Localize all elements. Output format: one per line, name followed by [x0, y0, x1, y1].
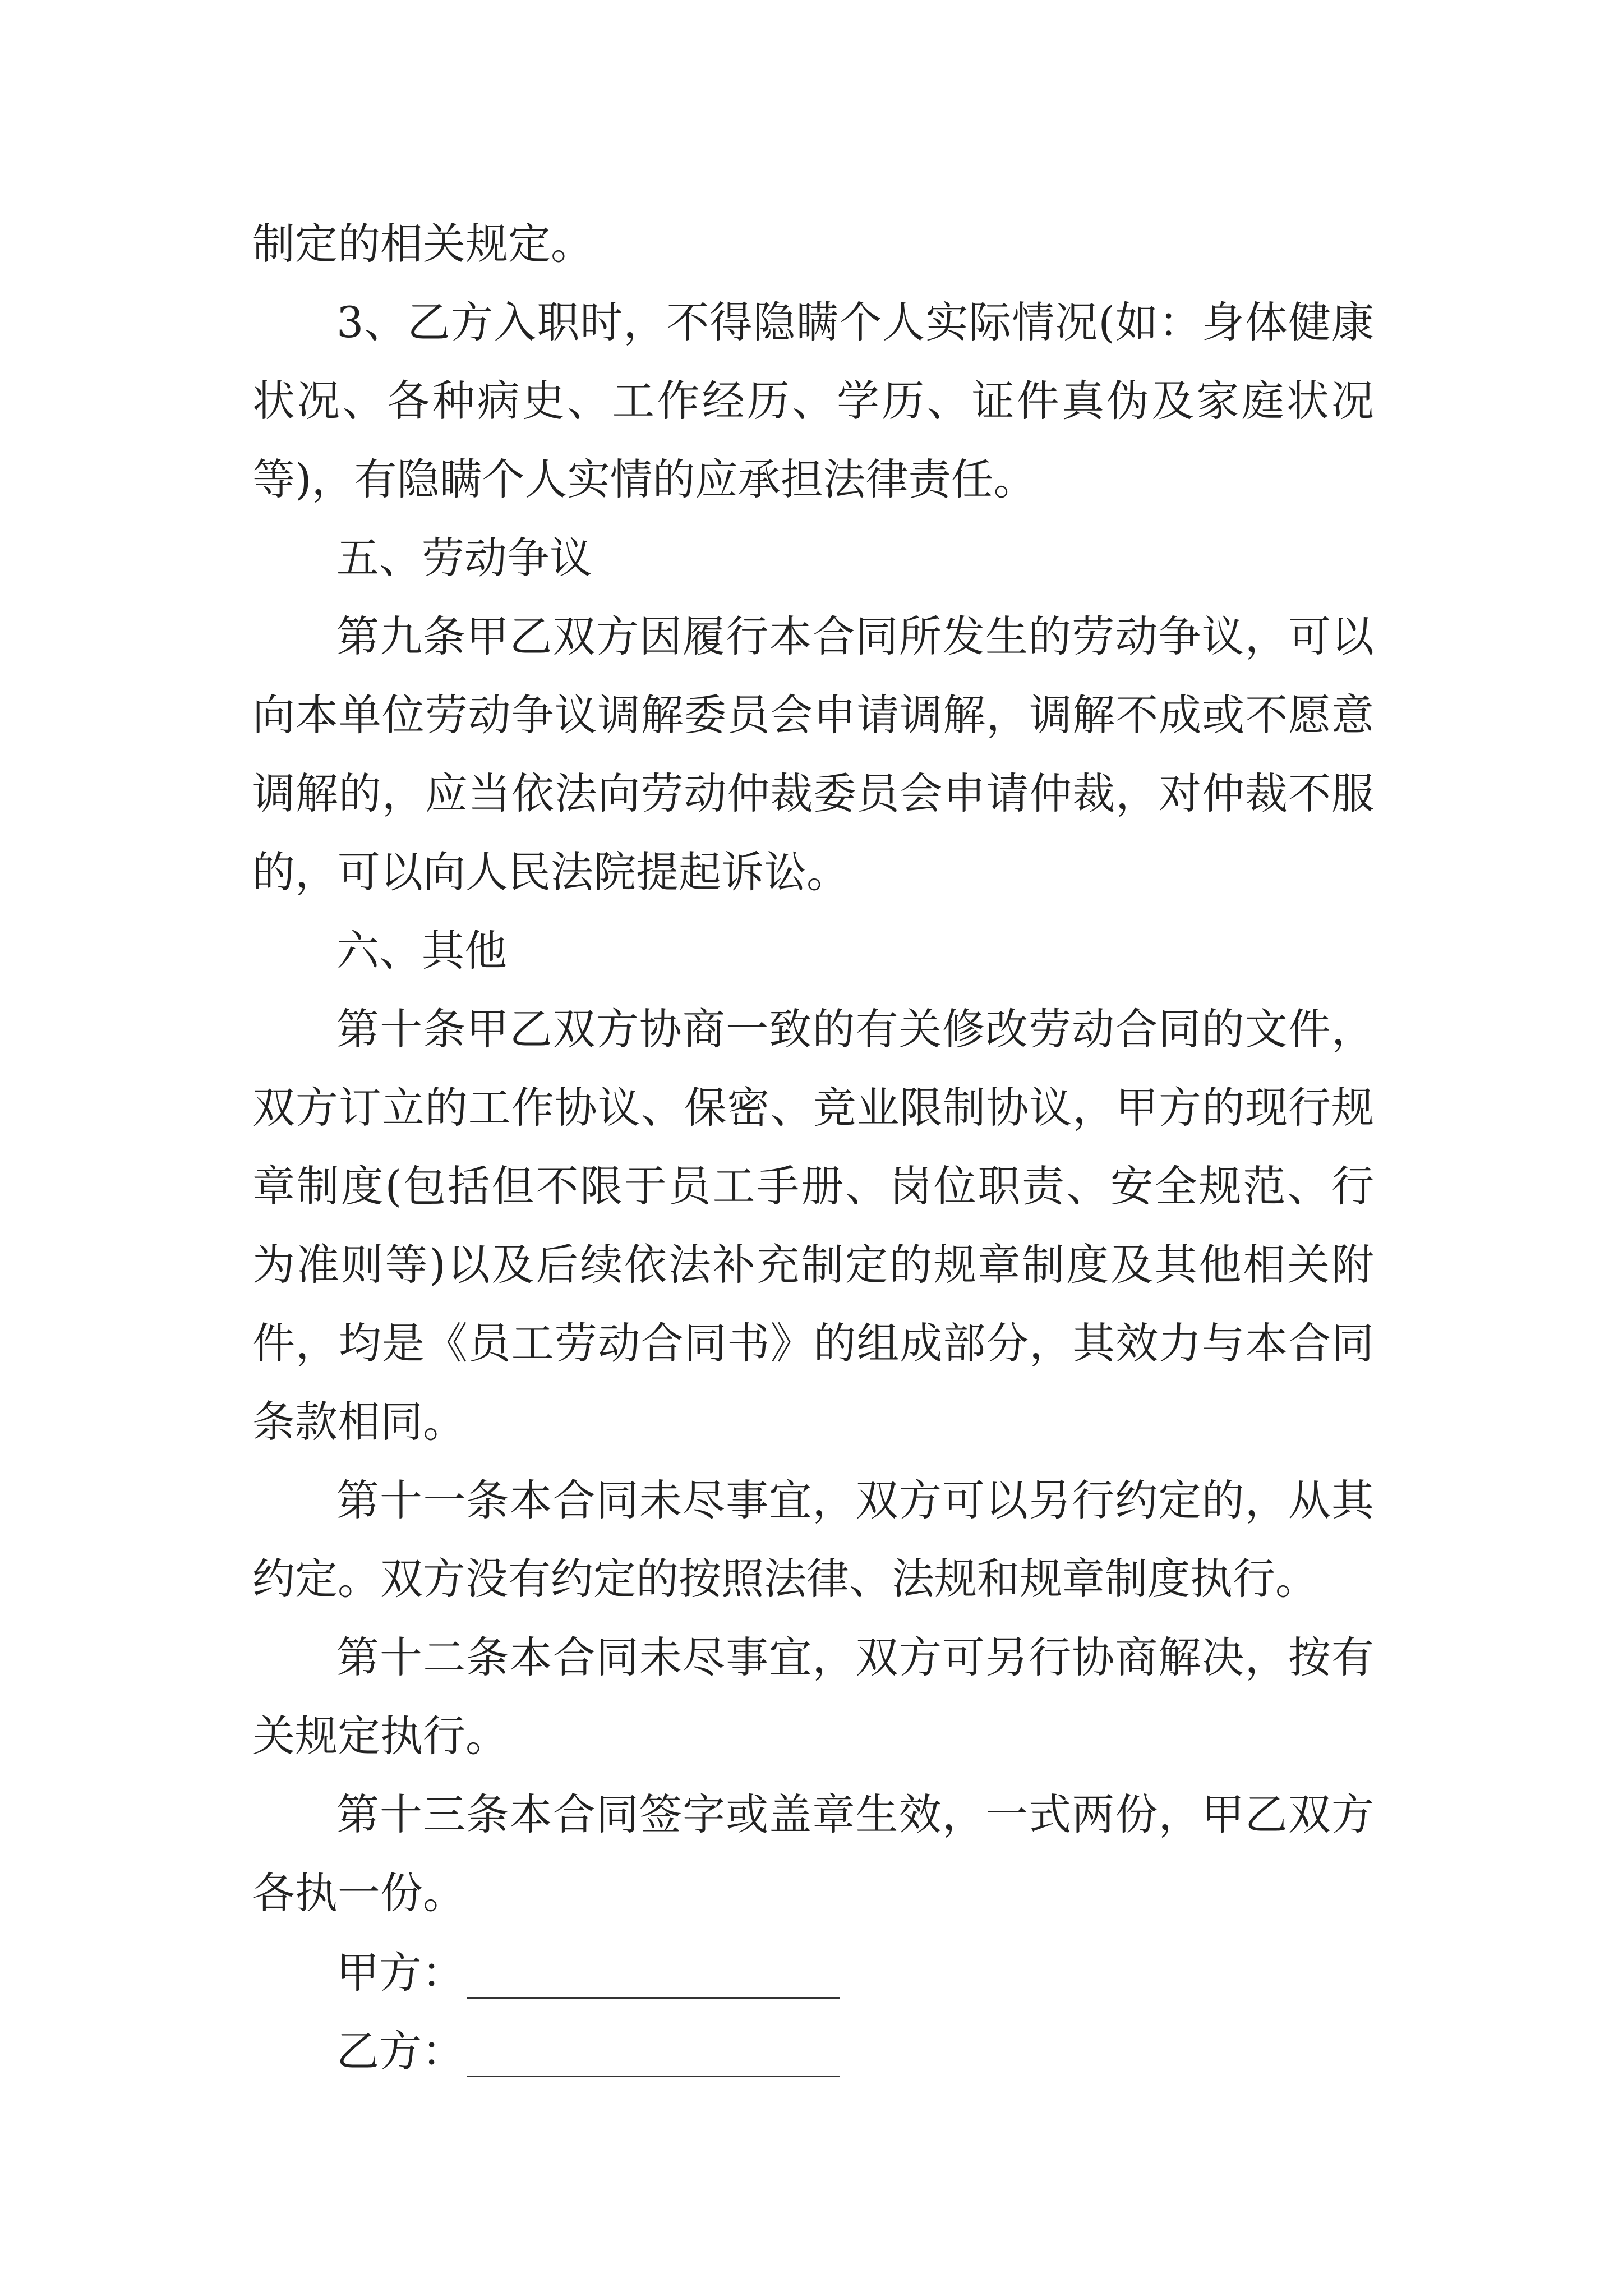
- text-line: 双方订立的工作协议、保密、竞业限制协议，甲方的现行规: [252, 1083, 1374, 1133]
- text-line: 调解的，应当依法向劳动仲裁委员会申请仲裁，对仲裁不服: [252, 769, 1374, 818]
- text-line: 状况、各种病史、工作经历、学历、证件真伪及家庭状况: [252, 376, 1374, 426]
- text-line: 章制度(包括但不限于员工手册、岗位职责、安全规范、行: [252, 1161, 1374, 1211]
- text-line: 第十三条本合同签字或盖章生效，一式两份，甲乙双方: [336, 1789, 1374, 1839]
- party-a-signature-line: [467, 1997, 840, 1999]
- text-line: 第十条甲乙双方协商一致的有关修改劳动合同的文件，: [336, 1004, 1374, 1054]
- text-line: 3、乙方入职时，不得隐瞒个人实际情况(如：身体健康: [336, 297, 1374, 347]
- text-line: 为准则等)以及后续依法补充制定的规章制度及其他相关附: [252, 1240, 1374, 1290]
- text-line: 条款相同。: [252, 1397, 465, 1447]
- text-line: 等)，有隐瞒个人实情的应承担法律责任。: [252, 454, 1036, 504]
- section-heading: 五、劳动争议: [336, 533, 592, 583]
- text-line: 第九条甲乙双方因履行本合同所发生的劳动争议，可以: [336, 611, 1374, 661]
- text-line: 第十二条本合同未尽事宜，双方可另行协商解决，按有: [336, 1632, 1374, 1682]
- text-line: 各执一份。: [252, 1868, 465, 1918]
- text-line: 件，均是《员工劳动合同书》的组成部分，其效力与本合同: [252, 1318, 1374, 1368]
- section-heading: 六、其他: [336, 926, 507, 976]
- text-line: 约定。双方没有约定的按照法律、法规和规章制度执行。: [252, 1554, 1318, 1604]
- party-b-signature-line: [467, 2076, 840, 2077]
- text-line: 关规定执行。: [252, 1711, 508, 1761]
- text-line: 制定的相关规定。: [252, 219, 593, 269]
- text-line: 的，可以向人民法院提起诉讼。: [252, 847, 849, 897]
- text-line: 向本单位劳动争议调解委员会申请调解，调解不成或不愿意: [252, 690, 1374, 740]
- text-line: 第十一条本合同未尽事宜，双方可以另行约定的，从其: [336, 1475, 1374, 1525]
- party-b-label: 乙方：: [336, 2026, 464, 2076]
- party-a-label: 甲方：: [336, 1948, 464, 1998]
